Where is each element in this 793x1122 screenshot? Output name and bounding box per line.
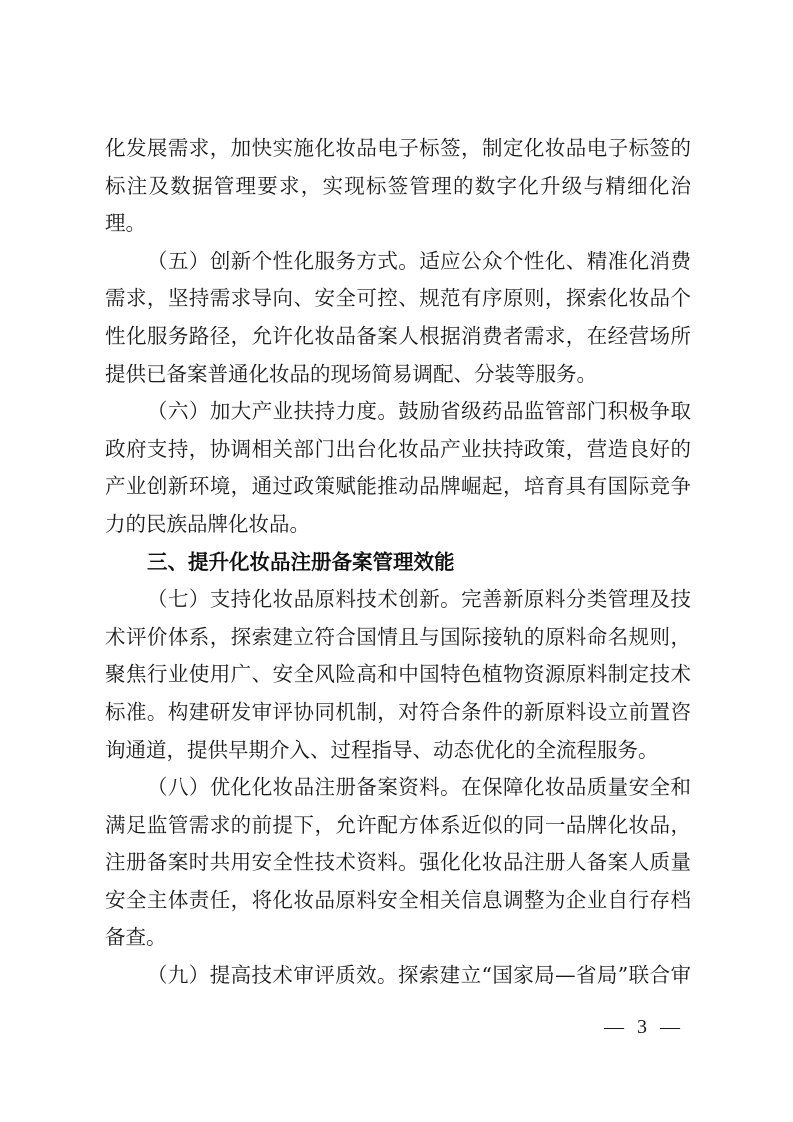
paragraph-line: 产业创新环境，通过政策赋能推动品牌崛起，培育具有国际竞争 <box>105 474 691 499</box>
paragraph-line: 化发展需求，加快实施化妆品电子标签，制定化妆品电子标签的 <box>105 136 691 160</box>
paragraph-line: （五）创新个性化服务方式。适应公众个性化、精准化消费 <box>147 248 691 273</box>
paragraph-line: 理。 <box>105 211 146 236</box>
paragraph-line: 需求，坚持需求导向、安全可控、规范有序原则，探索化妆品个 <box>105 286 691 311</box>
paragraph-line: 备查。 <box>105 925 167 950</box>
paragraph-line: 满足监管需求的前提下，允许配方体系近似的同一品牌化妆品， <box>105 812 691 837</box>
paragraph-line: 标准。构建研发审评协同机制，对符合条件的新原料设立前置咨 <box>105 699 691 724</box>
paragraph-line: （九）提高技术审评质效。探索建立“国家局—省局”联合审 <box>147 963 691 988</box>
paragraph <box>105 581 691 769</box>
paragraph <box>105 769 691 957</box>
paragraph <box>105 243 691 393</box>
paragraph <box>105 130 691 243</box>
paragraph-line: 安全主体责任，将化妆品原料安全相关信息调整为企业自行存档 <box>105 887 691 912</box>
paragraph-line: 政府支持，协调相关部门出台化妆品产业扶持政策，营造良好的 <box>105 436 691 461</box>
paragraph <box>105 393 691 543</box>
paragraph-line: 标注及数据管理要求，实现标签管理的数字化升级与精细化治 <box>105 173 691 198</box>
paragraph <box>105 957 691 995</box>
paragraph-line: 术评价体系，探索建立符合国情且与国际接轨的原料命名规则， <box>105 624 691 649</box>
paragraph-line: （八）优化化妆品注册备案资料。在保障化妆品质量安全和 <box>147 775 691 800</box>
paragraph-line: 性化服务路径，允许化妆品备案人根据消费者需求，在经营场所 <box>105 323 691 348</box>
paragraph-line: 询通道，提供早期介入、过程指导、动态优化的全流程服务。 <box>105 737 659 762</box>
paragraph-line: 力的民族品牌化妆品。 <box>105 511 310 536</box>
paragraph-line: （七）支持化妆品原料技术创新。完善新原料分类管理及技 <box>147 587 691 612</box>
paragraph-line: （六）加大产业扶持力度。鼓励省级药品监管部门积极争取 <box>147 399 691 424</box>
paragraph-line: 注册备案时共用安全性技术资料。强化化妆品注册人备案人质量 <box>105 850 691 875</box>
page-number: — 3 — <box>604 1016 684 1038</box>
paragraph-line: 提供已备案普通化妆品的现场简易调配、分装等服务。 <box>105 361 597 386</box>
paragraph-line: 聚焦行业使用广、安全风险高和中国特色植物资源原料制定技术 <box>105 662 691 687</box>
section-heading: 三、提升化妆品注册备案管理效能 <box>147 549 455 574</box>
